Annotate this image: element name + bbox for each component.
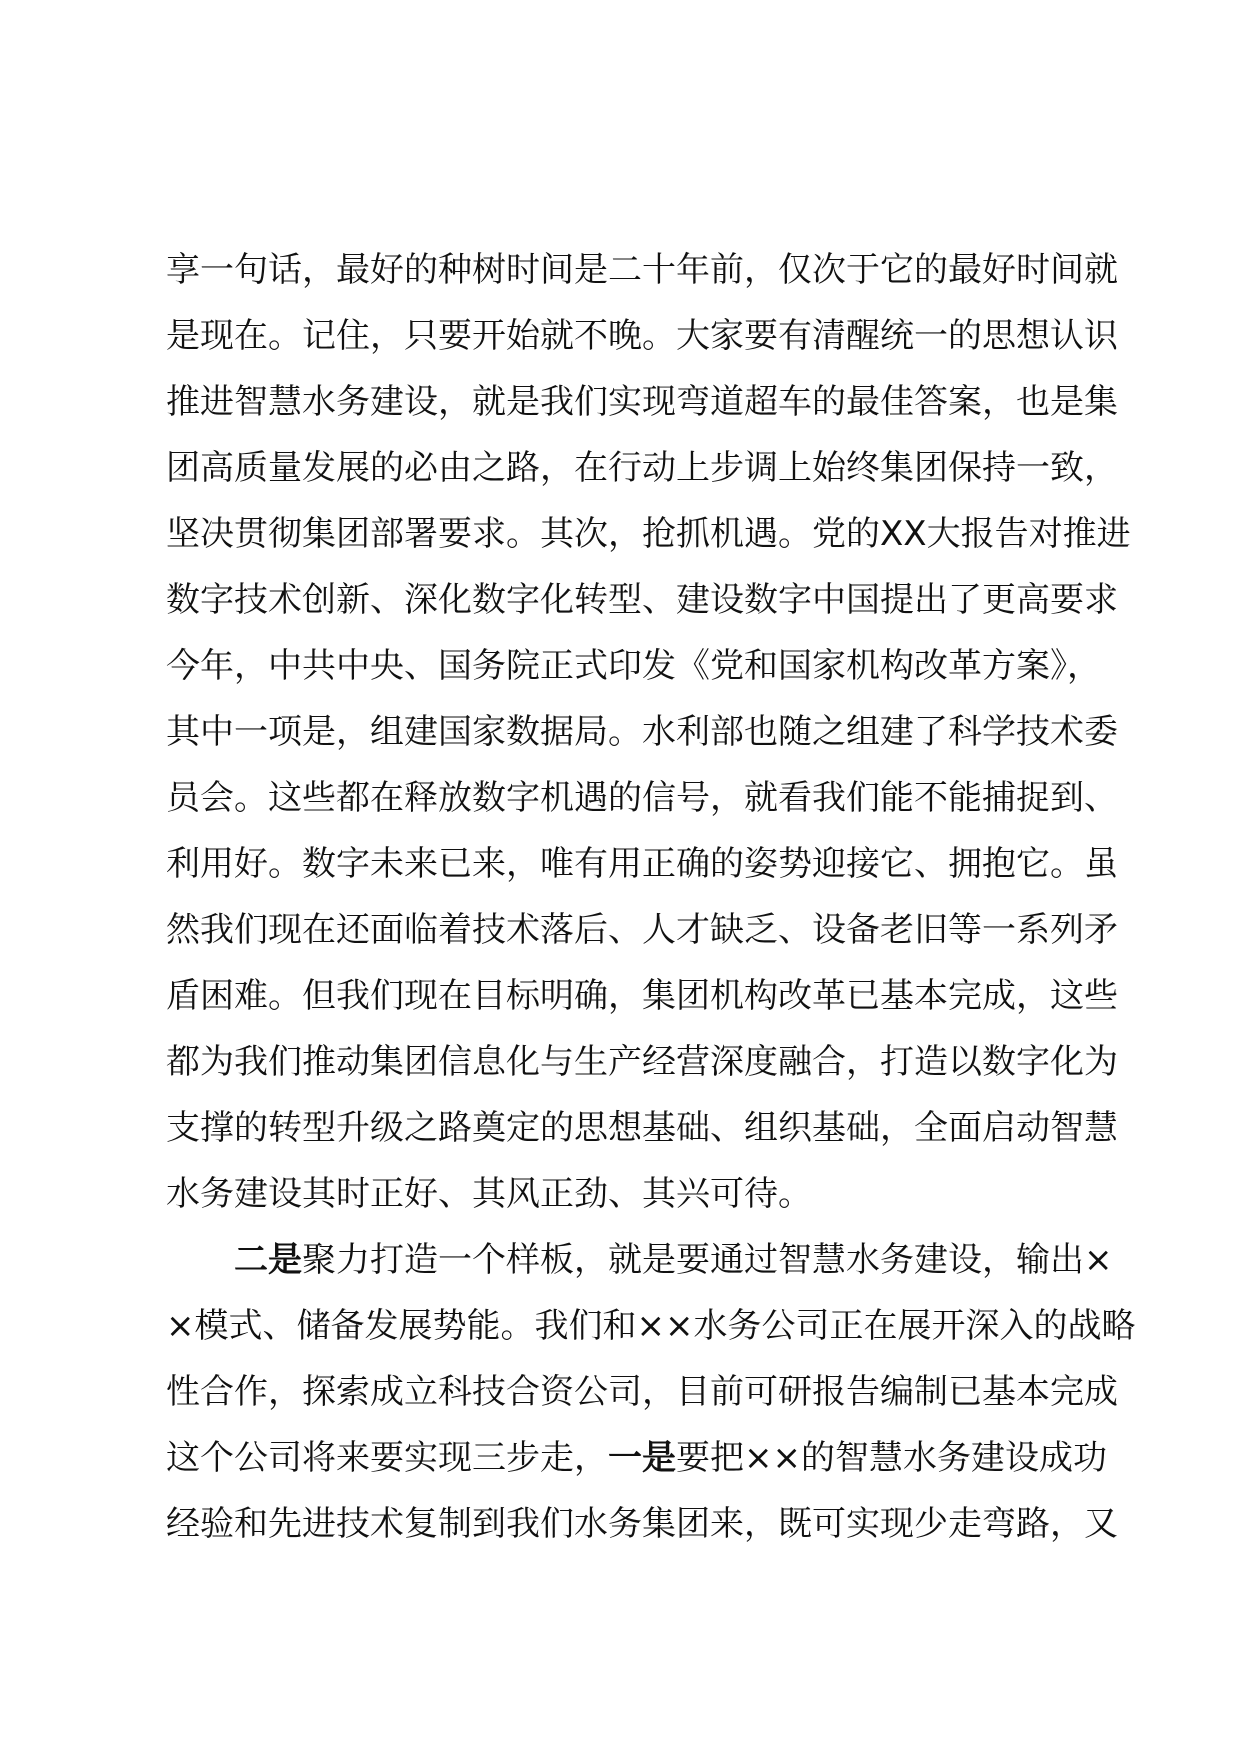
text-line: 享一句话，最好的种树时间是二十年前，仅次于它的最好时间就 — [166, 250, 1118, 290]
text-line: ×模式、储备发展势能。我们和××水务公司正在展开深入的战略 — [166, 1306, 1136, 1346]
text-line: 员会。这些都在释放数字机遇的信号，就看我们能不能捕捉到、 — [166, 778, 1118, 818]
paragraph-two-first-line — [166, 1227, 1126, 1293]
text-line — [166, 1425, 1126, 1491]
text-line: 支撑的转型升级之路奠定的思想基础、组织基础，全面启动智慧 — [166, 1108, 1118, 1148]
text-segment: 这个公司将来要实现三步走， — [166, 1438, 608, 1478]
text-segment: 聚力打造一个样板，就是要通过智慧水务建设，输出× — [302, 1240, 1113, 1280]
text-line: 推进智慧水务建设，就是我们实现弯道超车的最佳答案，也是集 — [166, 382, 1118, 422]
text-line: 盾困难。但我们现在目标明确，集团机构改革已基本完成，这些 — [166, 976, 1118, 1016]
text-line: 然我们现在还面临着技术落后、人才缺乏、设备老旧等一系列矛 — [166, 910, 1118, 950]
bold-heading-phrase: 二是 — [234, 1240, 302, 1280]
text-line: 都为我们推动集团信息化与生产经营深度融合，打造以数字化为 — [166, 1042, 1118, 1082]
text-line: 性合作，探索成立科技合资公司，目前可研报告编制已基本完成 — [166, 1372, 1118, 1412]
text-segment: 要把××的智慧水务建设成功 — [676, 1438, 1107, 1478]
text-line: 利用好。数字未来已来，唯有用正确的姿势迎接它、拥抱它。虽 — [166, 844, 1118, 884]
text-line: 其中一项是，组建国家数据局。水利部也随之组建了科学技术委 — [166, 712, 1118, 752]
text-line: 水务建设其时正好、其风正劲、其兴可待。 — [166, 1174, 812, 1214]
text-line: 是现在。记住，只要开始就不晚。大家要有清醒统一的思想认识 — [166, 316, 1118, 356]
text-line: 团高质量发展的必由之路，在行动上步调上始终集团保持一致， — [166, 448, 1118, 488]
text-line: 数字技术创新、深化数字化转型、建设数字中国提出了更高要求 — [166, 580, 1118, 620]
bold-heading-phrase: 一是 — [608, 1438, 676, 1478]
text-line: 今年，中共中央、国务院正式印发《党和国家机构改革方案》， — [166, 646, 1101, 686]
text-line: 坚决贯彻集团部署要求。其次，抢抓机遇。党的XX大报告对推进 — [166, 514, 1131, 554]
text-line: 经验和先进技术复制到我们水务集团来，既可实现少走弯路，又 — [166, 1504, 1118, 1544]
body-text — [166, 237, 1136, 1557]
